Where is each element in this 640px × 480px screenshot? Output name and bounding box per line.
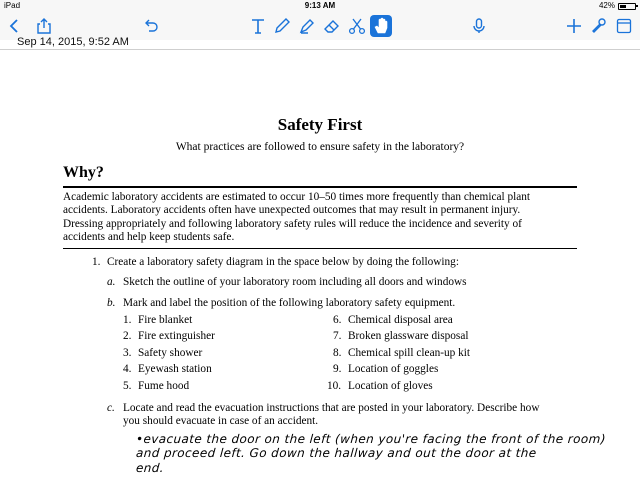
equipment-item: Eyewash station	[138, 363, 212, 375]
battery-percent: 42%	[598, 1, 615, 10]
equipment-num: 8.	[333, 347, 342, 359]
eraser-icon[interactable]	[321, 15, 343, 37]
section-heading: Why?	[63, 164, 104, 181]
scissors-icon[interactable]	[346, 15, 368, 37]
status-bar	[0, 0, 640, 12]
highlighter-icon[interactable]	[296, 15, 318, 37]
handwritten-annotation[interactable]: end.	[135, 461, 165, 475]
equipment-num: 1.	[123, 314, 132, 326]
intro-paragraph	[63, 191, 577, 245]
microphone-icon[interactable]	[468, 15, 490, 37]
undo-icon[interactable]	[140, 15, 162, 37]
sub-text-c: you should evacuate in case of an accident.	[123, 415, 319, 427]
equipment-num: 7.	[333, 330, 342, 342]
step-number: 1.	[92, 256, 101, 268]
equipment-num: 6.	[333, 314, 342, 326]
intro-line: Academic laboratory accidents are estimated to occur 10–50 times more frequently than chemical plant	[63, 191, 531, 203]
equipment-item: Fire extinguisher	[138, 330, 215, 342]
equipment-item: Location of gloves	[348, 380, 433, 392]
sub-text-b: Mark and label the position of the following laboratory safety equipment.	[123, 297, 456, 309]
equipment-num: 4.	[123, 363, 132, 375]
equipment-num: 5.	[123, 380, 132, 392]
hand-tool-icon[interactable]	[370, 15, 392, 37]
sub-letter-b: b.	[107, 297, 116, 309]
back-chevron-icon[interactable]	[4, 15, 26, 37]
device-name: iPad	[4, 1, 21, 10]
step-text: Create a laboratory safety diagram in the space below by doing the following:	[107, 256, 459, 268]
handwritten-annotation[interactable]: and proceed left. Go down the hallway and out the door at the	[135, 446, 538, 460]
page-subtitle: What practices are followed to ensure safety in the laboratory?	[175, 141, 465, 153]
equipment-num: 3.	[123, 347, 132, 359]
equipment-item: Broken glassware disposal	[348, 330, 469, 342]
sub-text-a: Sketch the outline of your laboratory room including all doors and windows	[123, 276, 467, 288]
battery-icon	[618, 3, 636, 10]
equipment-item: Fume hood	[138, 380, 190, 392]
equipment-item: Safety shower	[138, 347, 203, 359]
battery-status	[599, 0, 636, 12]
clock: 9:13 AM	[304, 1, 336, 10]
equipment-item: Fire blanket	[138, 314, 193, 326]
sub-text-c: Locate and read the evacuation instructions that are posted in your laboratory. Describe how	[123, 402, 540, 414]
header-divider	[0, 49, 640, 50]
add-icon[interactable]	[563, 15, 585, 37]
sub-letter-c: c.	[107, 402, 115, 414]
equipment-num: 10.	[327, 380, 342, 392]
handwritten-annotation[interactable]: •evacuate the door on the left (when you're facing the front of the room)	[135, 432, 607, 446]
equipment-item: Chemical spill clean-up kit	[348, 347, 471, 359]
settings-icon[interactable]	[588, 15, 610, 37]
page-title: Safety First	[277, 115, 363, 134]
page-view-icon[interactable]	[613, 15, 635, 37]
pen-icon[interactable]	[271, 15, 293, 37]
section-rule-bottom	[63, 248, 577, 249]
share-icon[interactable]	[33, 15, 55, 37]
note-timestamp: Sep 14, 2015, 9:52 AM	[17, 36, 129, 48]
equipment-num: 9.	[333, 363, 342, 375]
equipment-item: Location of goggles	[348, 363, 439, 375]
intro-line: accidents. Laboratory accidents often have unexpected outcomes that may result in permanent injury.	[63, 204, 521, 217]
text-tool-icon[interactable]	[247, 15, 269, 37]
equipment-num: 2.	[123, 330, 132, 342]
intro-line: accidents and help keep students safe.	[63, 231, 235, 244]
section-rule-top	[63, 186, 577, 188]
equipment-item: Chemical disposal area	[348, 314, 453, 326]
sub-letter-a: a.	[107, 276, 116, 288]
intro-line: Dressing appropriately and following laboratory safety rules will reduce the incidence and severity of	[63, 217, 522, 230]
